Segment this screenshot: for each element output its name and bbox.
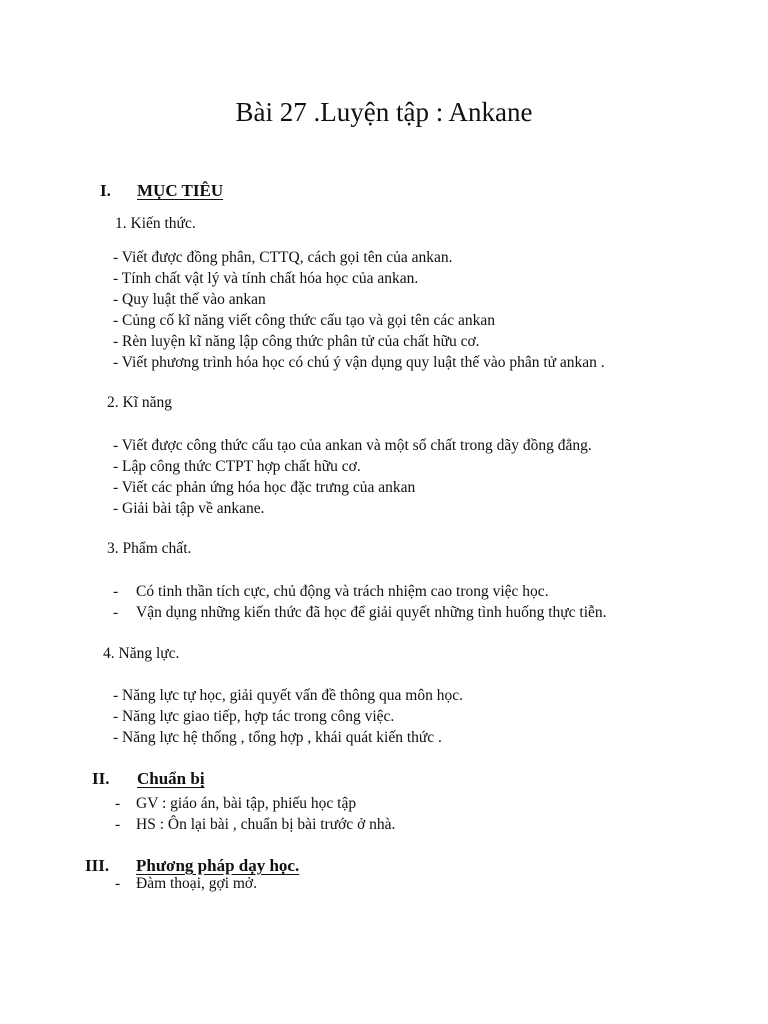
chuanbi-item: HS : Ôn lại bài , chuẩn bị bài trước ở nhà. bbox=[136, 816, 396, 833]
kinang-item: - Giải bài tập về ankane. bbox=[113, 500, 265, 517]
kienthuc-item: - Rèn luyện kĩ năng lập công thức phân tử của chất hữu cơ. bbox=[113, 333, 480, 350]
kienthuc-item: - Quy luật thế vào ankan bbox=[113, 291, 266, 308]
phuongphap-item: Đàm thoại, gợi mở. bbox=[136, 875, 258, 892]
section-3-number: III. bbox=[85, 856, 110, 875]
bullet-dash: - bbox=[115, 795, 121, 812]
nangluc-item: - Năng lực hệ thống , tổng hợp , khái quát kiến thức . bbox=[113, 729, 442, 746]
kinang-label: 2. Kĩ năng bbox=[107, 394, 173, 411]
phamchat-label: 3. Phẩm chất. bbox=[107, 540, 192, 557]
kienthuc-item: - Viết được đồng phân, CTTQ, cách gọi tên của ankan. bbox=[113, 249, 453, 266]
bullet-dash: - bbox=[115, 875, 121, 892]
kienthuc-item: - Củng cố kĩ năng viết công thức cấu tạo và gọi tên các ankan bbox=[113, 312, 495, 329]
phamchat-item: Có tinh thần tích cực, chủ động và trách nhiệm cao trong việc học. bbox=[136, 583, 549, 600]
chuanbi-item: GV : giáo án, bài tập, phiếu học tập bbox=[136, 795, 357, 812]
phamchat-item: Vận dụng những kiến thức đã học để giải quyết những tình huống thực tiễn. bbox=[136, 604, 607, 621]
kinang-item: - Viết các phản ứng hóa học đặc trưng của ankan bbox=[113, 479, 416, 496]
page-title: Bài 27 .Luyện tập : Ankane bbox=[235, 97, 533, 127]
bullet-dash: - bbox=[115, 816, 121, 833]
kienthuc-item: - Tính chất vật lý và tính chất hóa học của ankan. bbox=[113, 270, 419, 287]
bullet-dash: - bbox=[113, 604, 119, 621]
nangluc-item: - Năng lực giao tiếp, hợp tác trong công việc. bbox=[113, 708, 395, 725]
section-2-heading: Chuẩn bị bbox=[137, 769, 205, 788]
kienthuc-label: 1. Kiến thức. bbox=[115, 215, 196, 232]
kienthuc-item: - Viết phương trình hóa học có chú ý vận dụng quy luật thế vào phân tử ankan . bbox=[113, 354, 605, 371]
nangluc-item: - Năng lực tự học, giải quyết vấn đề thông qua môn học. bbox=[113, 687, 463, 704]
section-1-number: I. bbox=[100, 181, 111, 200]
section-2-number: II. bbox=[92, 769, 110, 788]
nangluc-label: 4. Năng lực. bbox=[103, 645, 180, 662]
kinang-item: - Viết được công thức cấu tạo của ankan và một số chất trong dãy đồng đẳng. bbox=[113, 437, 592, 454]
kinang-item: - Lập công thức CTPT hợp chất hữu cơ. bbox=[113, 458, 361, 475]
section-1-heading: MỤC TIÊU bbox=[137, 181, 224, 200]
bullet-dash: - bbox=[113, 583, 119, 600]
section-3-heading: Phương pháp dạy học. bbox=[136, 856, 300, 875]
